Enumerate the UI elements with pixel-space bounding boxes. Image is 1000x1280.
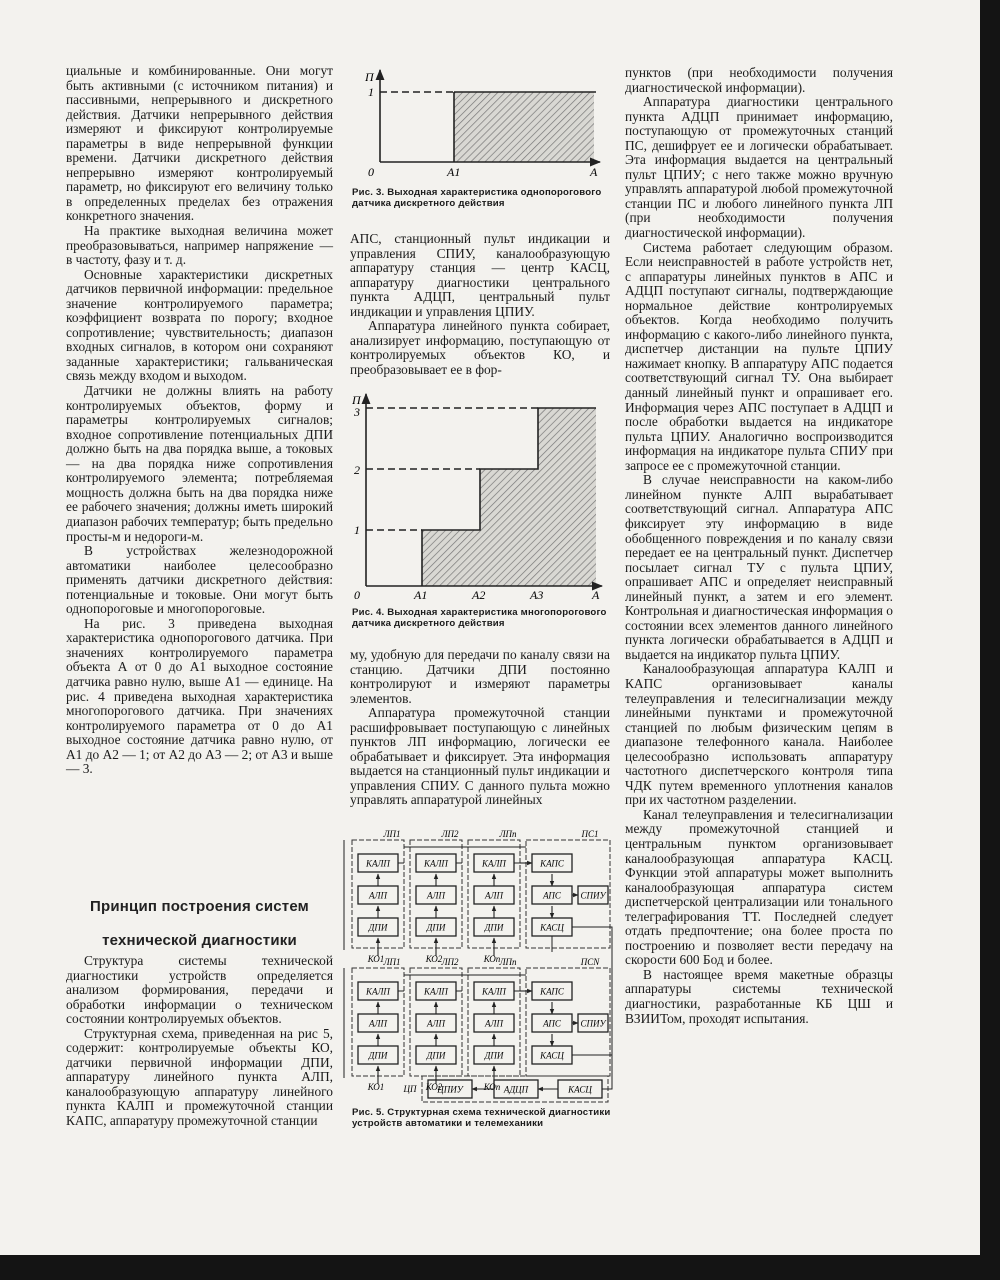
lp-label: ЛП1 [383, 829, 401, 839]
dpi-label: ДПИ [368, 922, 388, 933]
kasc1-to-cp [572, 927, 612, 1055]
cpiu-label: ЦПИУ [437, 1084, 463, 1095]
paragraph: циальные и комбинированные. Они могут быть активными (с источником питания) и пассивными, непрерывного и дискретного действия. Датчики непрерывного действия измеряют и фиксируют контролируемые параметры в виде непрерывной функции времени. Датчики дискретного действия непрерывно измеряют контролируемый параметр, но фиксируют его величину только в определенных пределах без отражения конкретного значения. [66, 63, 333, 224]
ko-label: КО2 [425, 954, 443, 964]
ps-label: ПСN [580, 957, 600, 967]
paragraph: Аппаратура диагностики центрального пункта АДЦП принимает информацию, поступающую от промежуточных станций ПС, дешифрует ее и логически обрабатывает. Эта информация выдается на центральный пульт ЦПИУ; с него также можно вручную управлять аппаратурой любой промежуточной станции ПС и любого линейного пункта ЛП (при необходимости получения диагностической информации). [625, 94, 893, 241]
fig3-y-axis-label: П [365, 70, 374, 84]
lp-label: ЛПn [499, 829, 517, 839]
kalp-label: КАЛП [366, 858, 390, 869]
alp-label: АЛП [369, 890, 387, 901]
alp-label: АЛП [427, 1018, 445, 1029]
fig4-output-area [422, 408, 596, 586]
cp-label: ЦП [403, 1084, 417, 1094]
fig4-x-axis-label: А [592, 588, 600, 602]
lp-label: ЛП2 [441, 957, 459, 967]
alp-label: АЛП [369, 1018, 387, 1029]
paragraph: На практике выходная величина может преобразовываться, например напряжение — в частоту, фазу и т. д. [66, 223, 333, 268]
paragraph: Структура системы технической диагностики устройств определяется анализом формирования, передачи и обработки информации о техническом состоянии контролируемых объектов. [66, 953, 333, 1027]
fig3-x-tick: А1 [447, 165, 461, 179]
fig4-x-tick-1: А1 [414, 588, 428, 602]
paragraph: Аппаратура линейного пункта собирает, анализирует информацию, поступающую от контролируемых объектов КО, и преобразовывает ее в фор- [350, 318, 610, 377]
ko-label: КО2 [425, 1082, 443, 1092]
fig5-content [344, 829, 612, 1102]
dpi-label: ДПИ [426, 922, 446, 933]
alp-label: АЛП [485, 1018, 503, 1029]
figure-3-chart [352, 68, 610, 186]
aps-label: АПС [543, 890, 561, 901]
paragraph: Структурная схема, приведенная на рис 5, содержит: контролируемые объекты КО, датчики первичной информации ДПИ, аппаратуру линейного пункта АЛП, каналообразующую аппаратуру линейного пункта КАЛП и промежуточной станции КАПС, аппаратуру промежуточной станции [66, 1025, 333, 1129]
paragraph: В устройствах железнодорожной автоматики наиболее целесообразно применять датчики дискретного действия: потенциальные и токовые. Они могут быть однопороговые и многопороговые. [66, 543, 333, 617]
dpi-label: ДПИ [484, 1050, 504, 1061]
paragraph: му, удобную для передачи по каналу связи на станцию. Датчики ДПИ постоянно контролируют и измеряют параметры элементов. [350, 647, 610, 706]
paragraph: Датчики не должны влиять на работу контролируемых объектов, форму и параметры контролируемых сигналов; входное сопротивление потенциальных ДПИ должно быть на два порядка выше, а токовых — на два порядка ниже сопротивления контролируемого элемента; потребляемая мощность должна быть на два порядка ниже ее рабочего значения; должны иметь широкий диапазон рабочих температур; быть предельно просты-м и недороги-м. [66, 383, 333, 544]
section-heading-line-1: Принцип построения систем [90, 898, 309, 915]
fig3-x-axis-label: А [590, 165, 598, 179]
fig3-y-tick: 1 [368, 85, 374, 99]
fig4-x-tick-2: А2 [472, 588, 486, 602]
paragraph: Основные характеристики дискретных датчиков первичной информации: предельное значение контролируемого параметра; коэффициент возврата по порогу; входное сопротивление; чувствительность; диапазон входных сигналов, в котором они сохраняют заданные характеристики; гальваническая связь между входом и выходом. [66, 266, 333, 384]
paragraph: Каналообразующая аппаратура КАЛП и КАПС организовывает каналы телеуправления и телесигнализации между линейными пунктами и промежуточной станцией по любым физическим цепям в диапазоне телефонного канала. Наиболее целесообразно использовать аппаратуру частотного диспетчерского контроля типа ЧДК путем временного уплотнения каналов при их частотном разделении. [625, 661, 893, 808]
dpi-label: ДПИ [368, 1050, 388, 1061]
text-column-1-lower [66, 954, 333, 1129]
text-column-3 [625, 66, 893, 1026]
kalp-label: КАЛП [424, 986, 448, 997]
text-column-1 [66, 64, 333, 777]
aps-label: АПС [543, 1018, 561, 1029]
fig4-y-tick-1: 1 [354, 523, 360, 537]
paragraph: В настоящее время макетные образцы аппаратуры системы технической диагностики, разработанные КБ ЦШ и ВЗИИТом, проходят испытания. [625, 966, 893, 1026]
figure-5-block-diagram [338, 828, 614, 1106]
spiu-label: СПИУ [580, 1018, 606, 1029]
text-column-2-upper [350, 232, 610, 377]
figure-4-caption: Рис. 4. Выходная характеристика многопорогового датчика дискретного действия [352, 607, 607, 629]
dpi-label: ДПИ [426, 1050, 446, 1061]
adcp-label: АДЦП [503, 1084, 529, 1095]
figure-4-chart [352, 390, 610, 602]
dpi-label: ДПИ [484, 922, 504, 933]
kaps-label: КАПС [540, 986, 564, 997]
ko-label: КОn [483, 1082, 501, 1092]
section-heading-line-2: технической диагностики [102, 932, 297, 949]
figure-5-caption: Рис. 5. Структурная схема технической диагностики устройств автоматики и телемеханики [352, 1107, 611, 1129]
kalp-label: КАЛП [482, 858, 506, 869]
paragraph: В случае неисправности на каком-либо линейном пункте АЛП вырабатывает соответствующий сигнал. Аппаратура АПС фиксирует эту информацию в виде обобщенного повреждения и по каналу связи передает ее на центральный пункт. Диспетчер посылает сигнал ТУ с пульта ЦПИУ, опрашивает АПС и определяет неисправный линейный пункт, а затем и его элемент. Контрольная и диагностическая информация о состоянии всех элементов данного линейного пункта логически обрабатывается в АДЦП и выдается на индикатор пульта ЦПИУ. [625, 472, 893, 662]
fig4-origin: 0 [354, 588, 360, 602]
paragraph: АПС, станционный пульт индикации и управления СПИУ, каналообразующую аппаратуру станция — центр КАСЦ, аппаратуру диагностики центрального пункта АДЦП, центральный пульт индикации и управления ЦПИУ. [350, 231, 610, 319]
fig4-x-tick-3: А3 [530, 588, 544, 602]
kasc-cp-label: КАСЦ [568, 1084, 592, 1095]
kasc-label: КАСЦ [540, 1050, 564, 1061]
text-column-2-lower [350, 648, 610, 808]
scan-dark-edge-right [980, 0, 1000, 1280]
kasc-label: КАСЦ [540, 922, 564, 933]
scan-dark-edge-bottom [0, 1255, 1000, 1280]
ko-label: КО1 [367, 954, 385, 964]
paragraph: Система работает следующим образом. Если неисправностей в работе устройств нет, с аппаратуры линейных пунктов в АПС и АДЦП поступают сигналы, подтверждающие нормальное действие контролируемых объектов. Когда необходимо получить информацию с какого-либо линейного пункта, диспетчер дистанции на пульте ЦПИУ нажимает кнопку. В аппаратуру АПС подается соответствующий сигнал ТУ. Она выбирает данный линейный пункт и опрашивает его. Информация через АПС поступает в АДЦП и после обработки выдается на индикаторе пульта ЦПИУ. Аналогично воспроизводится информация на индикаторе пульта СПИУ при запросе ее с промежуточной станции. [625, 239, 893, 473]
fig4-y-tick-2: 2 [354, 463, 360, 477]
spiu-label: СПИУ [580, 890, 606, 901]
lp-label: ЛП2 [441, 829, 459, 839]
paragraph: Аппаратура промежуточной станции расшифровывает поступающую с линейных пунктов ЛП информацию, логически ее обрабатывает и фиксирует. Эта информация выдается на станционный пульт индикации и управления СПИУ. С данного пульта можно управлять аппаратурой линейных [350, 705, 610, 808]
ps-label: ПС1 [581, 829, 599, 839]
ko-label: КОn [483, 954, 501, 964]
kaps-label: КАПС [540, 858, 564, 869]
ko-label: КО1 [367, 1082, 385, 1092]
fig3-origin: 0 [368, 165, 374, 179]
lp-label: ЛП1 [383, 957, 401, 967]
paragraph: Канал телеуправления и телесигнализации между промежуточной станцией и центральным пунктом организовывает каналообразующая аппаратура КАСЦ. Функции этой аппаратуры может выполнить каналообразующая аппаратура систем диспетчерской централизации или тонального телеграфирования ТТ. Последней следует отдать предпочтение; она более проста по построению и позволяет вести передачу на скорости 600 Бод и более. [625, 806, 893, 968]
kalp-label: КАЛП [366, 986, 390, 997]
paragraph: пунктов (при необходимости получения диагностической информации). [625, 65, 893, 95]
lp-label: ЛПn [499, 957, 517, 967]
alp-label: АЛП [485, 890, 503, 901]
kalp-label: КАЛП [424, 858, 448, 869]
paragraph: На рис. 3 приведена выходная характеристика однопорогового датчика. При значениях контролируемого параметра объекта А от 0 до А1 выходное состояние датчика равно нулю, выше А1 — единице. На рис. 4 приведена выходная характеристика многопорогового датчика. При значениях контролируемого параметра от 0 до А1 выходное состояние датчика равно нулю, от А1 до А2 — 1; от А2 до А3 — 2; от А3 и выше — 3. [66, 615, 333, 777]
fig3-output-area [454, 92, 594, 162]
fig4-y-tick-3: 3 [354, 405, 360, 419]
kalp-label: КАЛП [482, 986, 506, 997]
alp-label: АЛП [427, 890, 445, 901]
fig4-y-axis-label: П [352, 393, 361, 407]
figure-3-caption: Рис. 3. Выходная характеристика однопорогового датчика дискретного действия [352, 187, 602, 209]
